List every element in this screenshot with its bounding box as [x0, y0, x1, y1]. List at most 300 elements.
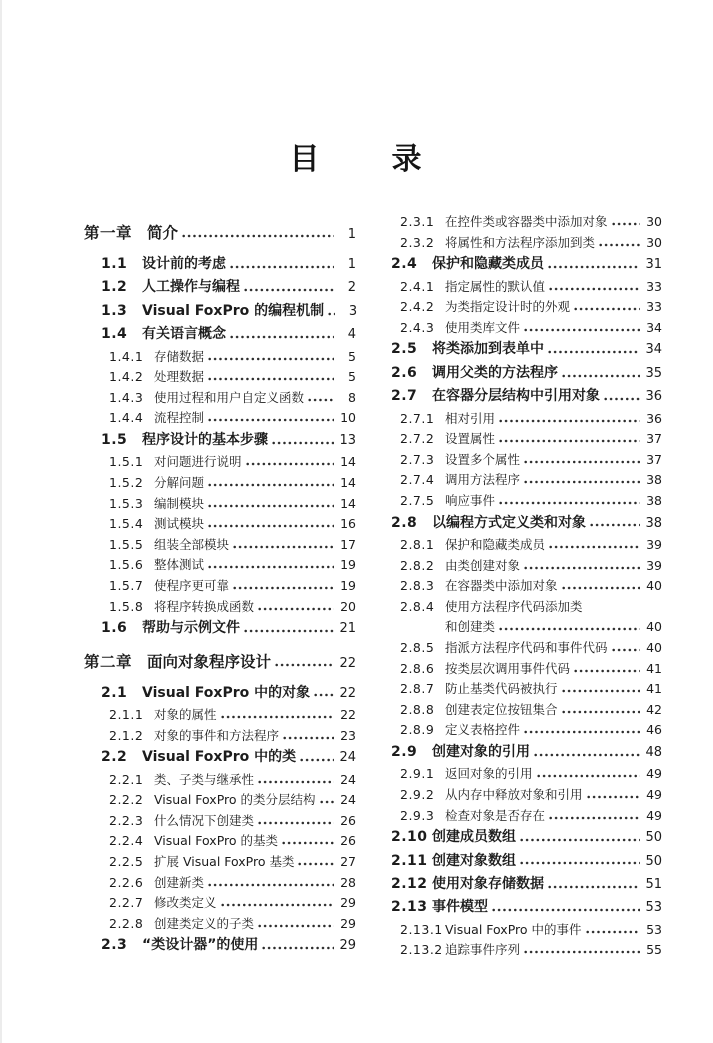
dot-leader: [523, 940, 640, 961]
toc-entry: [84, 347, 356, 368]
entry-title: 创建新类: [154, 874, 205, 890]
toc-entry: [388, 318, 662, 339]
entry-number: 2.3.2: [400, 234, 435, 250]
toc-entry: [84, 555, 356, 576]
toc-entry: [84, 682, 356, 705]
entry-page-number: 19: [340, 577, 356, 593]
entry-title: 为类指定设计时的外观: [445, 299, 571, 315]
toc-entry: [388, 785, 662, 806]
entry-number: 2.2.7: [109, 895, 144, 911]
dot-leader: [611, 638, 640, 659]
toc-entry: [84, 597, 356, 618]
entry-title: 使用过程和用户自定义函数: [154, 389, 305, 405]
dot-leader: [207, 555, 334, 576]
entry-number: 2.10: [391, 829, 428, 846]
toc-entry: [388, 535, 662, 556]
entry-number: 2.3.1: [400, 214, 435, 229]
toc-entry: [388, 277, 662, 298]
toc-entry: [388, 512, 662, 535]
entry-title: 使程序更可靠: [154, 577, 230, 593]
entry-page-number: 35: [645, 365, 662, 381]
entry-page-number: 13: [339, 433, 356, 448]
entry-number: 1.4.1: [109, 348, 144, 364]
toc-entry: [84, 790, 356, 811]
entry-page-number: 23: [340, 727, 356, 743]
entry-title: 检查对象是否存在: [445, 807, 546, 823]
entry-title: 修改类定义: [154, 895, 217, 911]
entry-title: 响应事件: [445, 492, 496, 508]
entry-page-number: 1: [347, 257, 356, 272]
entry-page-number: 38: [646, 492, 662, 508]
entry-number: 1.2: [101, 279, 128, 296]
entry-page-number: 36: [646, 410, 662, 426]
entry-number: 2.13.1: [400, 921, 443, 937]
entry-number: 1.5.3: [109, 495, 144, 511]
entry-title: 调用父类的方法程序: [432, 364, 558, 381]
entry-number: 2.13.2: [400, 942, 443, 958]
entry-page-number: 30: [646, 214, 662, 229]
dot-leader: [548, 277, 640, 298]
dot-leader: [523, 318, 640, 339]
toc-entry: [388, 873, 662, 896]
entry-page-number: 1: [347, 227, 356, 242]
dot-leader: [561, 576, 640, 597]
dot-leader: [561, 679, 640, 700]
entry-number: 2.11: [391, 852, 428, 869]
entry-number: 2.2.3: [109, 812, 144, 828]
entry-number: 1.4.3: [109, 389, 144, 405]
entry-title: 处理数据: [154, 369, 205, 385]
toc-entry: [388, 679, 662, 700]
entry-title: 返回对象的引用: [445, 766, 533, 782]
entry-number: 2.9.2: [400, 786, 435, 802]
entry-title: 保护和隐藏类成员: [432, 256, 544, 273]
entry-title: 保护和隐藏类成员: [445, 536, 546, 552]
entry-number: 2.8: [391, 514, 418, 531]
dot-leader: [257, 914, 334, 935]
toc-entry: [388, 896, 662, 919]
toc-entry: [388, 338, 662, 361]
toc-entry: [84, 300, 356, 323]
toc-entry: [388, 850, 662, 873]
entry-number: 2.7: [391, 388, 418, 405]
dot-leader: [547, 338, 640, 361]
entry-title: 组装全部模块: [154, 536, 230, 552]
dot-leader: [547, 873, 640, 896]
toc-entry: [84, 473, 356, 494]
dot-leader: [586, 785, 640, 806]
dot-leader: [313, 682, 334, 705]
toc-entry: [388, 617, 662, 638]
entry-title: 以编程方式定义类和对象: [432, 514, 586, 531]
toc-entry: [84, 452, 356, 473]
entry-number: 1.6: [101, 620, 128, 637]
entry-page-number: 39: [646, 557, 662, 573]
toc-entry: [388, 297, 662, 318]
dot-leader: [207, 408, 334, 429]
entry-page-number: 31: [645, 257, 662, 273]
dot-leader: [299, 746, 334, 769]
entry-title: 指定属性的默认值: [445, 278, 546, 294]
entry-title: 由类创建对象: [445, 557, 521, 573]
entry-number: 2.1: [101, 684, 128, 701]
entry-title: 将类添加到表单中: [432, 341, 544, 358]
toc-entry: [84, 811, 356, 832]
entry-number: 2.4.2: [400, 299, 435, 315]
toc-column-left: [84, 212, 356, 961]
entry-page-number: 41: [646, 660, 662, 676]
entry-page-number: 20: [340, 598, 356, 614]
entry-title: 对象的属性: [154, 706, 217, 722]
entry-title: 按类层次调用事件代码: [445, 660, 571, 676]
entry-page-number: 8: [348, 389, 356, 405]
entry-number: 2.8.2: [400, 557, 435, 573]
toc-entry: [84, 408, 356, 429]
dot-leader: [207, 347, 334, 368]
entry-page-number: 36: [645, 389, 662, 405]
entry-page-number: 26: [340, 833, 356, 849]
dot-leader: [498, 409, 640, 430]
dot-leader: [603, 385, 640, 408]
entry-page-number: 14: [340, 454, 356, 470]
entry-page-number: 46: [646, 722, 662, 738]
entry-page-number: 53: [646, 921, 662, 937]
entry-number: 1.5.8: [109, 598, 144, 614]
entry-title: 流程控制: [154, 410, 205, 426]
toc-entry: [388, 253, 662, 276]
toc-entry: [388, 764, 662, 785]
entry-page-number: 49: [646, 807, 662, 823]
entry-page-number: 27: [340, 853, 356, 869]
dot-leader: [523, 450, 640, 471]
entry-number: 2.12: [391, 875, 428, 892]
entry-page-number: 40: [646, 578, 662, 594]
dot-leader: [519, 826, 640, 849]
entry-title: 设计前的考虑: [142, 256, 226, 272]
entry-number: 2.1.2: [109, 727, 144, 743]
toc-entry: [388, 597, 662, 618]
entry-number: 2.7.4: [400, 472, 435, 488]
entry-page-number: 24: [340, 792, 356, 808]
entry-page-number: 16: [340, 516, 356, 532]
entry-title: 存储数据: [154, 348, 205, 364]
toc-entry: [84, 494, 356, 515]
entry-page-number: 4: [347, 327, 356, 343]
toc-columns: [84, 212, 662, 961]
page-title: 目 录: [289, 142, 426, 177]
entry-page-number: 21: [339, 621, 356, 637]
toc-entry: [84, 617, 356, 640]
entry-number: 2.6: [391, 364, 418, 381]
entry-page-number: 38: [645, 515, 662, 531]
entry-page-number: 34: [645, 342, 662, 358]
dot-leader: [274, 650, 334, 676]
entry-number: 1.4.4: [109, 410, 144, 426]
entry-page-number: 51: [645, 876, 662, 892]
entry-number: 2.9: [391, 743, 418, 760]
entry-number: 1.5: [101, 432, 128, 448]
entry-title: Visual FoxPro 的编程机制: [142, 302, 325, 319]
entry-title: 人工操作与编程: [142, 279, 240, 296]
entry-title: 有关语言概念: [142, 326, 226, 343]
entry-title: Visual FoxPro 中的类: [142, 749, 297, 766]
dot-leader: [232, 535, 334, 556]
toc-entry: [84, 873, 356, 894]
entry-number: 1.5.4: [109, 516, 144, 532]
entry-title: 相对引用: [445, 410, 496, 426]
dot-leader: [229, 323, 334, 346]
entry-number: 2.2.6: [109, 874, 144, 890]
entry-number: 2.8.4: [400, 598, 435, 614]
toc-entry: [388, 429, 662, 450]
dot-leader: [548, 535, 640, 556]
toc-entry: [84, 770, 356, 791]
entry-title: 编制模块: [154, 495, 205, 511]
dot-leader: [498, 429, 640, 450]
entry-number: 2.4: [391, 256, 418, 273]
entry-number: 2.1.1: [109, 706, 144, 722]
dot-leader: [547, 253, 640, 276]
entry-page-number: 50: [645, 830, 662, 846]
entry-page-number: 40: [646, 619, 662, 635]
entry-number: 1.5.6: [109, 557, 144, 573]
entry-page-number: 28: [340, 874, 356, 890]
dot-leader: [229, 253, 334, 276]
entry-title: 创建对象的引用: [432, 743, 530, 760]
dot-leader: [573, 659, 640, 680]
dot-leader: [207, 367, 334, 388]
entry-title: 定义表格控件: [445, 722, 521, 738]
entry-page-number: 5: [348, 369, 356, 385]
entry-number: 2.2.4: [109, 833, 144, 849]
toc-entry: [388, 638, 662, 659]
toc-entry: [388, 470, 662, 491]
entry-number: 1.5.5: [109, 536, 144, 552]
entry-title: “类设计器”的使用: [142, 937, 259, 954]
entry-page-number: 40: [646, 639, 662, 655]
dot-leader: [491, 896, 640, 919]
dot-leader: [281, 831, 334, 852]
entry-page-number: 33: [646, 299, 662, 315]
entry-number: 第二章: [84, 652, 133, 671]
entry-title: 在容器分层结构中引用对象: [432, 388, 600, 405]
toc-entry: [388, 940, 662, 961]
entry-page-number: 10: [340, 410, 356, 426]
dot-leader: [523, 720, 640, 741]
entry-title: 追踪事件序列: [445, 942, 521, 958]
dot-leader: [257, 770, 334, 791]
toc-entry: [84, 221, 356, 247]
entry-title: 创建表定位按钮集合: [445, 701, 558, 717]
entry-number: 1.3: [101, 302, 128, 319]
toc-entry: [84, 576, 356, 597]
entry-number: 2.9.1: [400, 766, 435, 782]
toc-entry: [388, 362, 662, 385]
toc-entry: [84, 650, 356, 676]
entry-page-number: 38: [646, 472, 662, 488]
dot-leader: [207, 473, 334, 494]
entry-title: 对象的事件和方法程序: [154, 727, 280, 743]
dot-leader: [243, 617, 334, 640]
entry-page-number: 48: [645, 744, 662, 760]
entry-page-number: 37: [646, 451, 662, 467]
entry-page-number: 30: [646, 234, 662, 250]
dot-leader: [327, 300, 335, 323]
dot-leader: [207, 514, 334, 535]
dot-leader: [561, 362, 640, 385]
entry-page-number: 41: [646, 681, 662, 697]
toc-entry: [84, 253, 356, 276]
dot-leader: [232, 576, 334, 597]
entry-title: 设置多个属性: [445, 451, 521, 467]
entry-page-number: 49: [646, 766, 662, 782]
dot-leader: [245, 452, 334, 473]
entry-title: 使用对象存储数据: [432, 875, 544, 892]
toc-entry: [388, 212, 662, 233]
entry-number: 1.5.7: [109, 577, 144, 593]
entry-title: Visual FoxPro 中的对象: [142, 684, 311, 701]
entry-page-number: 53: [645, 900, 662, 916]
dot-leader: [548, 806, 640, 827]
entry-page-number: 39: [646, 536, 662, 552]
entry-number: 1.5.2: [109, 475, 144, 490]
dot-leader: [498, 617, 640, 638]
dot-leader: [243, 276, 334, 299]
entry-number: 2.4.1: [400, 278, 435, 294]
entry-title: Visual FoxPro 的类分层结构: [154, 792, 316, 808]
entry-page-number: 24: [339, 750, 356, 766]
dot-leader: [307, 388, 334, 409]
toc-entry: [388, 720, 662, 741]
entry-title: 将属性和方法程序添加到类: [445, 234, 596, 250]
dot-leader: [220, 705, 334, 726]
entry-title: 在容器类中添加对象: [445, 578, 558, 594]
entry-page-number: 3: [348, 303, 358, 319]
toc-entry: [84, 831, 356, 852]
entry-number: 1.4: [101, 326, 128, 343]
entry-page-number: 33: [646, 278, 662, 294]
entry-title: 和创建类: [445, 619, 496, 635]
entry-title: 创建对象数组: [432, 852, 516, 869]
entry-number: 2.7.5: [400, 492, 435, 508]
entry-number: 2.8.6: [400, 660, 435, 676]
entry-page-number: 34: [646, 319, 662, 335]
entry-number: 2.4.3: [400, 319, 435, 335]
toc-entry: [84, 388, 356, 409]
entry-title: 面向对象程序设计: [147, 652, 272, 671]
dot-leader: [282, 726, 334, 747]
dot-leader: [523, 556, 640, 577]
entry-number: 2.2.8: [109, 915, 144, 931]
dot-leader: [181, 221, 334, 247]
dot-leader: [271, 429, 334, 452]
entry-page-number: 29: [340, 895, 356, 911]
entry-title: 防止基类代码被执行: [445, 681, 558, 697]
toc-entry: [84, 726, 356, 747]
dot-leader: [257, 811, 334, 832]
entry-title: 简介: [147, 224, 179, 242]
dot-leader: [523, 470, 640, 491]
dot-leader: [297, 852, 334, 873]
entry-number: 2.8.9: [400, 722, 435, 738]
entry-title: 在控件类或容器类中添加对象: [445, 214, 608, 229]
dot-leader: [498, 491, 640, 512]
dot-leader: [573, 297, 640, 318]
toc-entry: [84, 914, 356, 935]
dot-leader: [207, 494, 334, 515]
entry-page-number: 19: [340, 557, 356, 573]
entry-number: 1.5.1: [109, 454, 144, 470]
entry-title: 类、子类与继承性: [154, 771, 255, 787]
dot-leader: [533, 741, 640, 764]
entry-title: 使用方法程序代码添加类: [445, 598, 583, 614]
toc-entry: [388, 556, 662, 577]
toc-entry: [84, 535, 356, 556]
entry-page-number: 5: [348, 348, 356, 364]
entry-number: 2.3: [101, 937, 128, 954]
toc-entry: [388, 741, 662, 764]
entry-page-number: 29: [340, 915, 356, 931]
entry-number: 2.8.8: [400, 701, 435, 717]
entry-title: 程序设计的基本步骤: [142, 432, 268, 448]
entry-number: 2.2.5: [109, 853, 144, 869]
entry-title: 整体测试: [154, 557, 205, 573]
entry-page-number: 24: [340, 771, 356, 787]
toc-entry: [84, 514, 356, 535]
toc-entry: [388, 450, 662, 471]
entry-title: 创建类定义的子类: [154, 915, 255, 931]
entry-page-number: 14: [340, 495, 356, 511]
entry-number: 1.4.2: [109, 369, 144, 385]
dot-leader: [519, 850, 640, 873]
entry-title: 事件模型: [432, 899, 488, 916]
entry-page-number: 42: [646, 701, 662, 717]
entry-page-number: 22: [339, 685, 356, 701]
toc-entry: [388, 700, 662, 721]
dot-leader: [561, 700, 640, 721]
entry-title: 测试模块: [154, 516, 205, 532]
entry-page-number: 22: [340, 706, 356, 722]
dot-leader: [220, 893, 334, 914]
dot-leader: [536, 764, 640, 785]
entry-page-number: 14: [340, 475, 356, 490]
entry-number: 2.7.2: [400, 431, 435, 447]
entry-title: 使用类库文件: [445, 319, 521, 335]
entry-page-number: 17: [340, 536, 356, 552]
entry-number: 2.2.1: [109, 771, 144, 787]
toc-entry: [388, 659, 662, 680]
dot-leader: [611, 212, 640, 233]
entry-title: 将程序转换成函数: [154, 598, 255, 614]
entry-number: 第一章: [84, 224, 133, 242]
toc-entry: [388, 826, 662, 849]
entry-page-number: 26: [340, 812, 356, 828]
entry-title: 扩展 Visual FoxPro 基类: [154, 853, 295, 869]
toc-entry: [388, 233, 662, 254]
entry-title: 设置属性: [445, 431, 496, 447]
entry-number: 2.7.3: [400, 451, 435, 467]
entry-title: 指派方法程序代码和事件代码: [445, 639, 608, 655]
entry-number: 2.2: [101, 749, 128, 766]
toc-entry: [84, 367, 356, 388]
entry-page-number: 29: [339, 938, 356, 954]
toc-entry: [388, 920, 662, 941]
entry-title: 创建成员数组: [432, 829, 516, 846]
entry-page-number: 22: [339, 655, 356, 671]
dot-leader: [598, 233, 640, 254]
toc-entry: [84, 276, 356, 299]
entry-page-number: 49: [646, 786, 662, 802]
